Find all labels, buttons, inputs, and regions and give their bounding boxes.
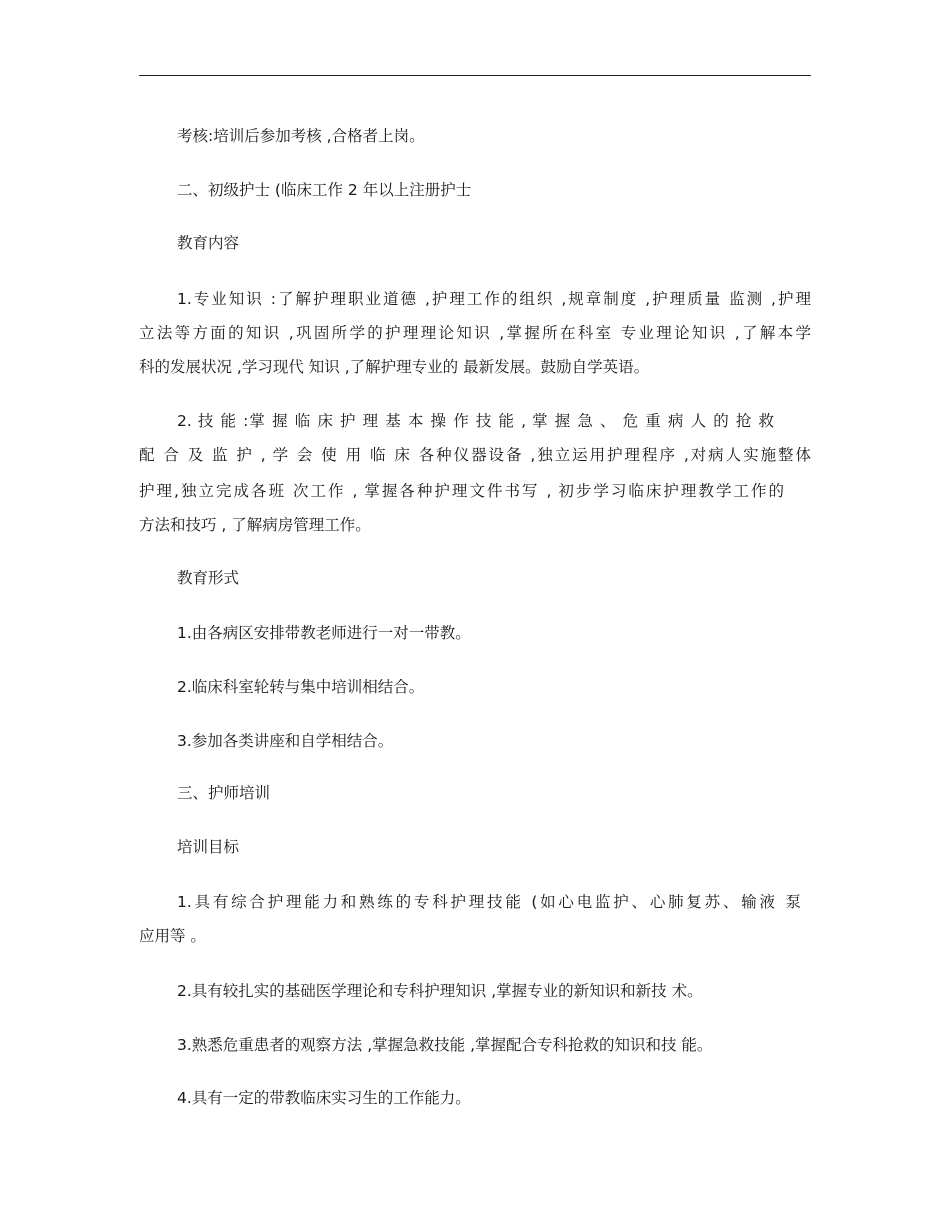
- paragraph-line: 科的发展状况 ,学习现代 知识 ,了解护理专业的 最新发展。鼓励自学英语。: [139, 358, 650, 376]
- subheading-training-goals: 培训目标: [177, 838, 240, 856]
- list-item: 3.熟悉危重患者的观察方法 ,掌握急救技能 ,掌握配合专科抢救的知识和技 能。: [177, 1036, 713, 1054]
- paragraph-line: 护理,独立完成各班 次工作 , 掌握各种护理文件书写 , 初步学习临床护理教学工作的: [139, 482, 784, 500]
- subheading-education-form: 教育形式: [177, 569, 240, 587]
- paragraph-line: 1.专业知识 :了解护理职业道德 ,护理工作的组织 ,规章制度 ,护理质量 监测 ,护理: [177, 290, 811, 308]
- list-item: 2.具有较扎实的基础医学理论和专科护理知识 ,掌握专业的新知识和新技 术。: [177, 982, 703, 1000]
- paragraph-line: 2. 技 能 :掌 握 临 床 护 理 基 本 操 作 技 能 , 掌 握 急 、 危 重 病 人 的 抢 救: [177, 412, 774, 430]
- paragraph-line: 立法等方面的知识 ,巩固所学的护理理论知识 ,掌握所在科室 专业理论知识 ,了解本学: [139, 324, 811, 342]
- subheading-education-content: 教育内容: [177, 234, 240, 252]
- list-item: 4.具有一定的带教临床实习生的工作能力。: [177, 1089, 471, 1107]
- list-item-continuation: 应用等 。: [139, 927, 206, 945]
- section-heading-junior-nurse: 二、初级护士 (临床工作 2 年以上注册护士: [177, 181, 472, 199]
- header-rule: [139, 75, 811, 76]
- list-item: 1.由各病区安排带教老师进行一对一带教。: [177, 624, 471, 642]
- paragraph-line: 配 合 及 监 护 , 学 会 使 用 临 床 各种仪器设备 ,独立运用护理程序 ,对病人实施整体: [139, 446, 811, 464]
- list-item: 3.参加各类讲座和自学相结合。: [177, 732, 394, 750]
- paragraph-line: 方法和技巧 , 了解病房管理工作。: [139, 516, 371, 534]
- assessment-line: 考核:培训后参加考核 ,合格者上岗。: [177, 127, 425, 145]
- section-heading-nurse-training: 三、护师培训: [177, 784, 271, 802]
- list-item: 1.具有综合护理能力和熟练的专科护理技能 (如心电监护、心肺复苏、输液 泵: [177, 893, 801, 911]
- list-item: 2.临床科室轮转与集中培训相结合。: [177, 678, 425, 696]
